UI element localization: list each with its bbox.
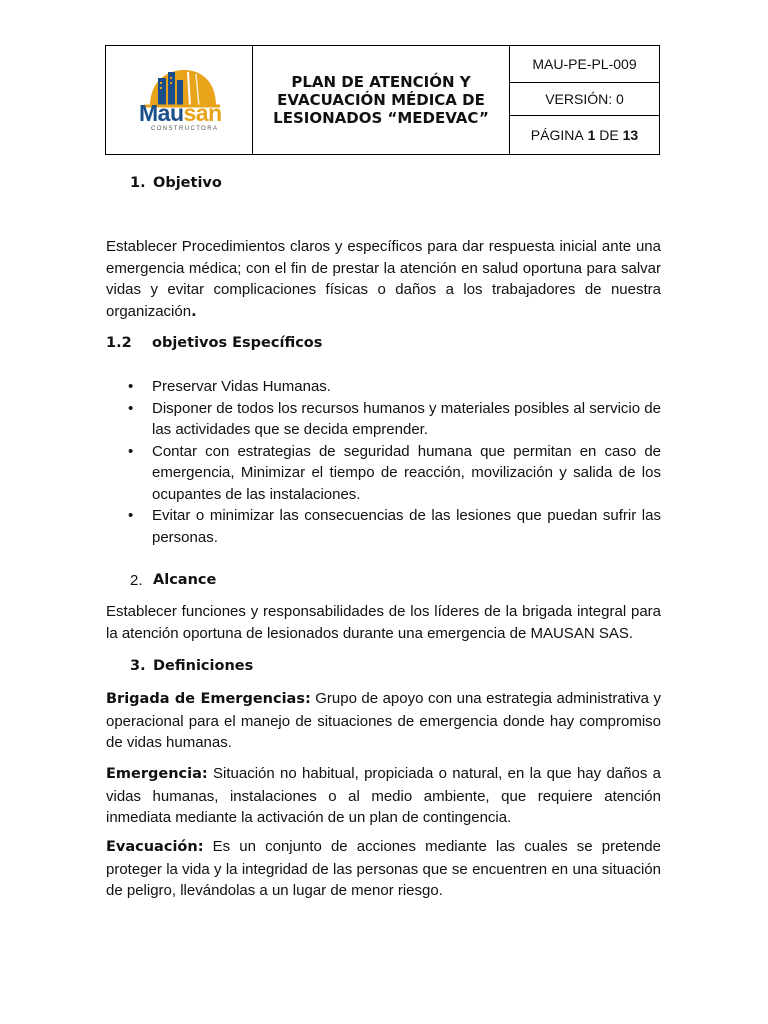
section-heading-especificos: 1.2 objetivos Específicos [106,335,323,351]
logo-wordmark: Mausan [139,100,222,126]
doc-version: VERSIÓN: 0 [510,83,659,116]
current-page: 1 [587,127,596,143]
definition-term: Brigada de Emergencias: [106,691,311,707]
objetivo-paragraph: Establecer Procedimientos claros y específicos para dar respuesta inicial ante una emergencia médica; con el fin de prestar la atención en salud oportuna para salvar vidas y evitar complicaciones físicas o daños a los trabajadores de nuestra organización. [106,238,661,320]
title-line-3: LESIONADOS “MEDEVAC” [273,109,489,127]
section-heading-objetivo: 1. Objetivo [130,175,222,191]
page-indicator: PÁGINA 1 DE 13 [530,127,639,143]
list-item: • Preservar Vidas Humanas. [106,376,661,398]
list-item: • Disponer de todos los recursos humanos y materiales posibles al servicio de las actividades que se decida emprender. [106,398,661,441]
doc-code: MAU-PE-PL-009 [510,46,659,83]
definition-term: Evacuación: [106,839,204,855]
list-item: • Contar con estrategias de seguridad humana que permitan en caso de emergencia, Minimizar el tiempo de reacción, movilización y salida de los ocupantes de las instalaciones. [106,441,661,506]
title-line-1: PLAN DE ATENCIÓN Y [291,73,471,91]
definition-item: Evacuación: Es un conjunto de acciones mediante las cuales se pretende proteger la vida y la integridad de las personas que se encuentren en una situación de peligro, llevándolas a un lugar de menor riesgo. [106,838,661,899]
document-header [105,45,660,155]
title-line-2: EVACUACIÓN MÉDICA DE [277,91,485,109]
document-title [253,46,510,154]
logo-tagline: CONSTRUCTORA [151,126,219,132]
list-item: • Evitar o minimizar las consecuencias de las lesiones que puedan sufrir las personas. [106,505,661,548]
definition-item: Emergencia: Situación no habitual, propiciada o natural, en la que hay daños a vidas humanas, instalaciones o al medio ambiente, que requiere atención inmediata mediante la activación de un plan de contingencia. [106,765,661,826]
definition-item: Brigada de Emergencias: Grupo de apoyo con una estrategia administrativa y operacional para el manejo de situaciones de emergencia donde hay compromiso de vidas humanas. [106,690,661,751]
section-heading-definiciones: 3. Definiciones [130,658,254,674]
definition-term: Emergencia: [106,766,208,782]
logo-cell [106,46,253,154]
document-meta [510,46,659,154]
total-pages: 13 [622,127,639,143]
section-heading-alcance: 2. Alcance [130,572,217,589]
alcance-paragraph: Establecer funciones y responsabilidades de los líderes de la brigada integral para la atención oportuna de lesionados durante una emergencia de MAUSAN SAS. [106,603,661,642]
objetivos-list [106,376,661,548]
